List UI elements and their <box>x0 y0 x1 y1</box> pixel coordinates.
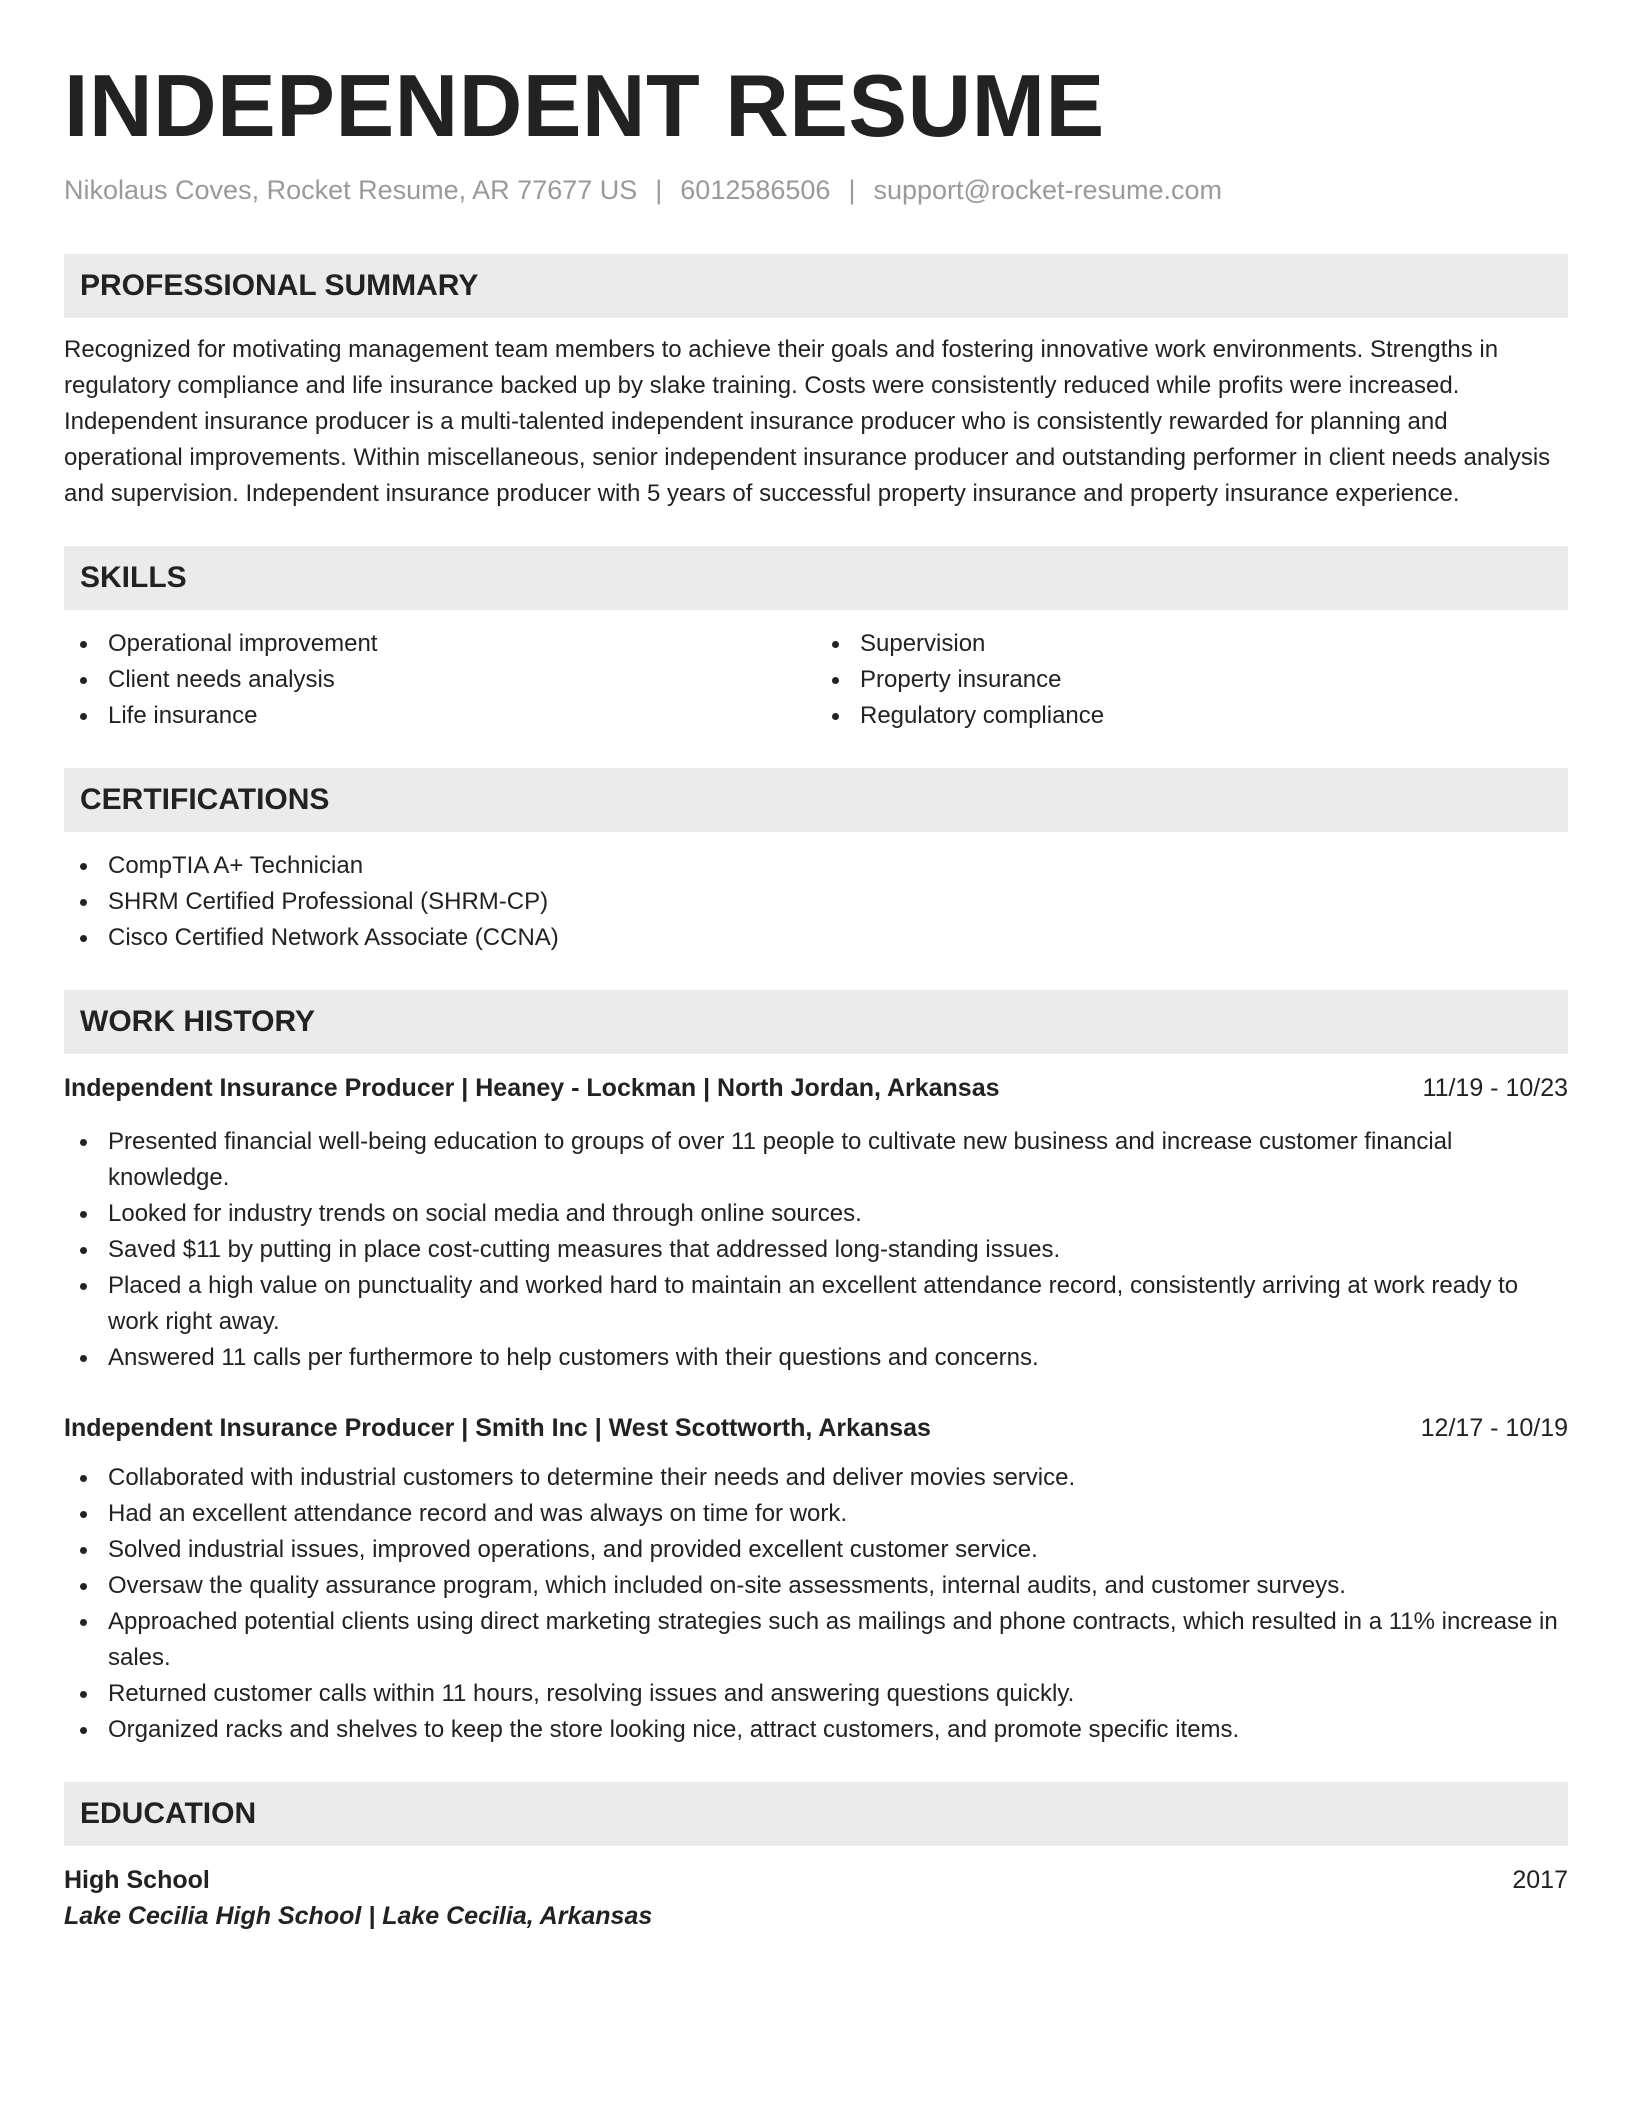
skills-right-list <box>816 626 1568 734</box>
job-bullet: Organized racks and shelves to keep the store looking nice, attract customers, and promote specific items. <box>64 1712 1568 1748</box>
job-heading-row <box>64 1410 1568 1446</box>
contact-separator: | <box>848 175 856 205</box>
job-title: Independent Insurance Producer | Smith Inc | West Scottworth, Arkansas <box>64 1414 931 1442</box>
education-school: Lake Cecilia High School | Lake Cecilia, Arkansas <box>64 1902 653 1930</box>
contact-separator: | <box>655 175 663 205</box>
job-bullet: Oversaw the quality assurance program, which included on-site assessments, internal audits, and customer surveys. <box>64 1568 1568 1604</box>
skill-item: Property insurance <box>816 662 1568 698</box>
job-dates: 11/19 - 10/23 <box>1422 1074 1568 1102</box>
skill-item: Client needs analysis <box>64 662 816 698</box>
job-bullet: Saved $11 by putting in place cost-cutting measures that addressed long-standing issues. <box>64 1232 1568 1268</box>
job-bullet: Answered 11 calls per furthermore to help customers with their questions and concerns. <box>64 1340 1568 1376</box>
contact-line <box>64 172 1568 208</box>
certification-item: Cisco Certified Network Associate (CCNA) <box>64 920 1568 956</box>
job-bullet: Returned customer calls within 11 hours, resolving issues and answering questions quickly. <box>64 1676 1568 1712</box>
skill-item: Life insurance <box>64 698 816 734</box>
skills-section <box>64 546 1568 734</box>
work-history-section <box>64 990 1568 1748</box>
job-entry <box>64 1410 1568 1748</box>
resume-title: INDEPENDENT RESUME <box>64 56 1105 155</box>
summary-header: PROFESSIONAL SUMMARY <box>64 254 1568 318</box>
skill-item: Supervision <box>816 626 1568 662</box>
job-bullet: Approached potential clients using direct marketing strategies such as mailings and phone contracts, which resulted in a 11% increase in sales. <box>64 1604 1568 1676</box>
contact-phone: 6012586506 <box>680 175 831 205</box>
job-title: Independent Insurance Producer | Heaney - Lockman | North Jordan, Arkansas <box>64 1074 1000 1102</box>
job-bullet: Looked for industry trends on social media and through online sources. <box>64 1196 1568 1232</box>
job-bullets <box>64 1124 1568 1376</box>
job-bullet: Had an excellent attendance record and was always on time for work. <box>64 1496 1568 1532</box>
job-bullet: Placed a high value on punctuality and worked hard to maintain an excellent attendance record, consistently arriving at work ready to work right away. <box>64 1268 1568 1340</box>
skills-grid <box>64 626 1568 734</box>
education-header: EDUCATION <box>64 1782 1568 1846</box>
certifications-list <box>64 848 1568 956</box>
certification-item: SHRM Certified Professional (SHRM-CP) <box>64 884 1568 920</box>
contact-email: support@rocket-resume.com <box>873 175 1222 205</box>
certifications-header: CERTIFICATIONS <box>64 768 1568 832</box>
education-section <box>64 1782 1568 1934</box>
job-bullet: Collaborated with industrial customers to determine their needs and deliver movies service. <box>64 1460 1568 1496</box>
job-bullet: Presented financial well-being education to groups of over 11 people to cultivate new business and increase customer financial knowledge. <box>64 1124 1568 1196</box>
work-history-header: WORK HISTORY <box>64 990 1568 1054</box>
job-heading-row <box>64 1070 1568 1106</box>
job-bullet: Solved industrial issues, improved operations, and provided excellent customer service. <box>64 1532 1568 1568</box>
certification-item: CompTIA A+ Technician <box>64 848 1568 884</box>
skill-item: Operational improvement <box>64 626 816 662</box>
summary-section <box>64 254 1568 512</box>
education-heading-row <box>64 1862 1568 1898</box>
job-bullets <box>64 1460 1568 1748</box>
certifications-section <box>64 768 1568 956</box>
job-entry <box>64 1070 1568 1376</box>
job-dates: 12/17 - 10/19 <box>1420 1414 1568 1442</box>
contact-address: Nikolaus Coves, Rocket Resume, AR 77677 US <box>64 175 638 205</box>
summary-text: Recognized for motivating management team members to achieve their goals and fostering innovative work environments. Strengths in regulatory compliance and life insurance backed up by slake training. Costs were consistently reduced while profits were increased. Independent insurance producer is a multi-talented independent insurance producer who is consistently rewarded for planning and operational improvements. Within miscellaneous, senior independent insurance producer and outstanding performer in client needs analysis and supervision. Independent insurance producer with 5 years of successful property insurance and property insurance experience. <box>64 336 1551 507</box>
education-degree: High School <box>64 1866 210 1894</box>
skill-item: Regulatory compliance <box>816 698 1568 734</box>
skills-header: SKILLS <box>64 546 1568 610</box>
education-year: 2017 <box>1512 1866 1568 1894</box>
skills-left-list <box>64 626 816 734</box>
